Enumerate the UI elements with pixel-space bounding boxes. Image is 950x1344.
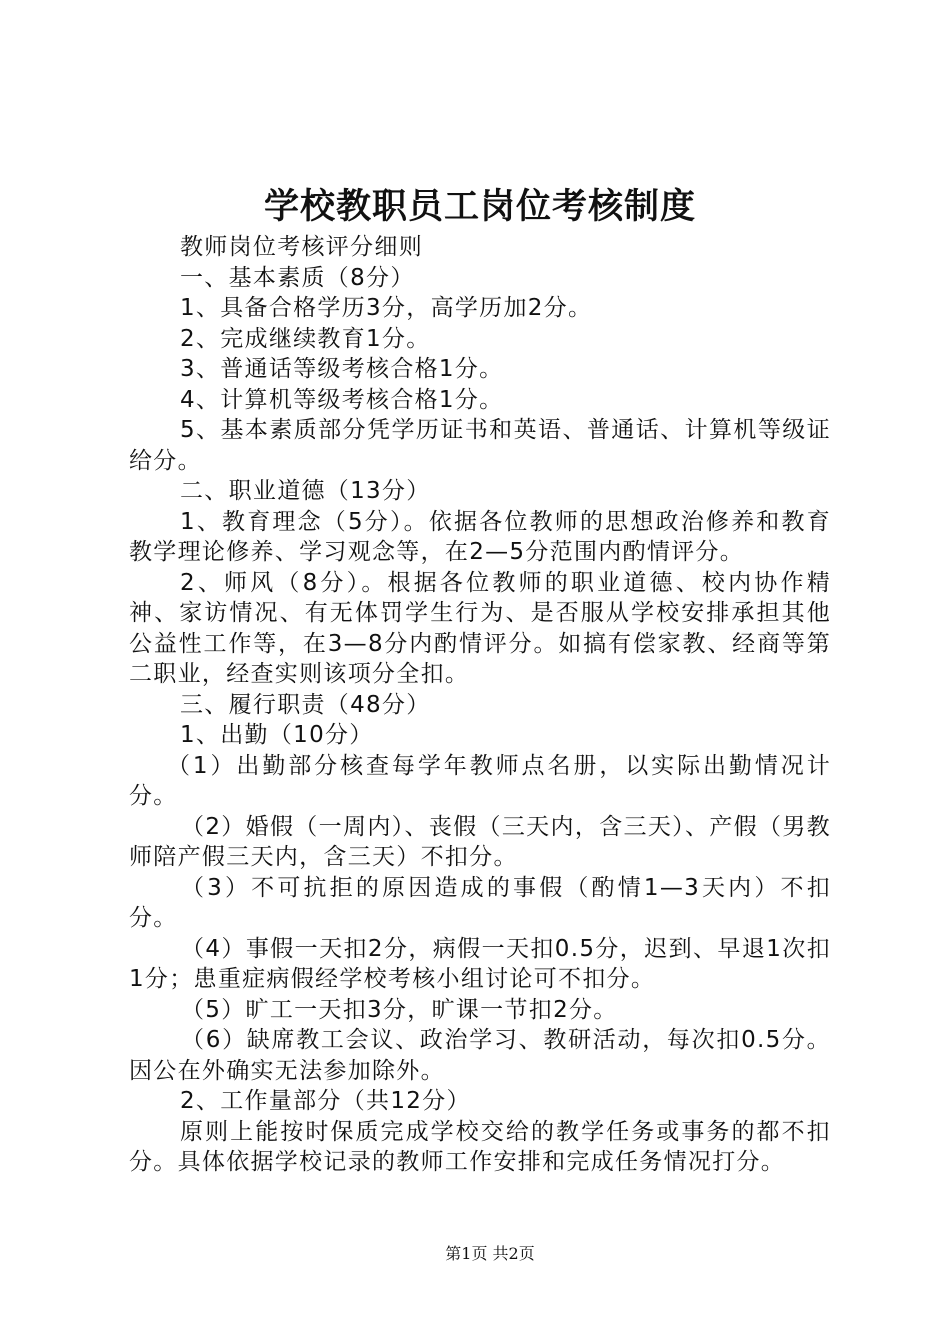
paragraph-item: 1、教育理念（5分）。依据各位教师的思想政治修养和教育教学理论修养、学习观念等，在2—5分范围内酌情评分。 bbox=[129, 508, 831, 565]
paragraph-item: （3）不可抗拒的原因造成的事假（酌情1—3天内）不扣分。 bbox=[129, 874, 831, 931]
paragraph-subsection: 2、工作量部分（共12分） bbox=[180, 1088, 471, 1114]
paragraph-item: （6）缺席教工会议、政治学习、教研活动，每次扣0.5分。因公在外确实无法参加除外。 bbox=[129, 1027, 831, 1084]
paragraph-item: 2、师风（8分）。根据各位教师的职业道德、校内协作精神、家访情况、有无体罚学生行为、是否服从学校安排承担其他公益性工作等，在3—8分内酌情评分。如搞有偿家教、经商等第二职业，经查实则该项分全扣。 bbox=[129, 569, 831, 687]
page-footer: 第1页 共2页 bbox=[445, 1244, 535, 1263]
paragraph-item: （1）出勤部分核查每学年教师点名册，以实际出勤情况计分。 bbox=[129, 752, 831, 809]
paragraph-item: （5）旷工一天扣3分，旷课一节扣2分。 bbox=[181, 996, 618, 1023]
document-body bbox=[129, 232, 831, 1178]
paragraph-item: 2、完成继续教育1分。 bbox=[180, 325, 431, 352]
paragraph-item: 5、基本素质部分凭学历证书和英语、普通话、计算机等级证给分。 bbox=[129, 417, 831, 474]
paragraph-subsection: 1、出勤（10分） bbox=[180, 722, 374, 748]
paragraph-section-3: 三、履行职责（48分） bbox=[180, 691, 431, 718]
paragraph-item: （2）婚假（一周内）、丧假（三天内，含三天）、产假（男教师陪产假三天内，含三天）不扣分。 bbox=[129, 813, 831, 870]
paragraph-item: 原则上能按时保质完成学校交给的教学任务或事务的都不扣分。具体依据学校记录的教师工作安排和完成任务情况打分。 bbox=[129, 1118, 831, 1175]
paragraph-item: （4）事假一天扣2分，病假一天扣0.5分，迟到、早退1次扣1分；患重症病假经学校考核小组讨论可不扣分。 bbox=[129, 935, 831, 992]
paragraph-item: 1、具备合格学历3分，高学历加2分。 bbox=[180, 295, 593, 321]
paragraph-item: 3、普通话等级考核合格1分。 bbox=[180, 356, 504, 382]
paragraph-section-2: 二、职业道德（13分） bbox=[180, 478, 431, 504]
paragraph-item: 4、计算机等级考核合格1分。 bbox=[180, 386, 504, 413]
paragraph-subtitle: 教师岗位考核评分细则 bbox=[180, 234, 423, 260]
paragraph-section-1: 一、基本素质（8分） bbox=[180, 264, 415, 291]
document-title: 学校教职员工岗位考核制度 bbox=[263, 186, 696, 227]
